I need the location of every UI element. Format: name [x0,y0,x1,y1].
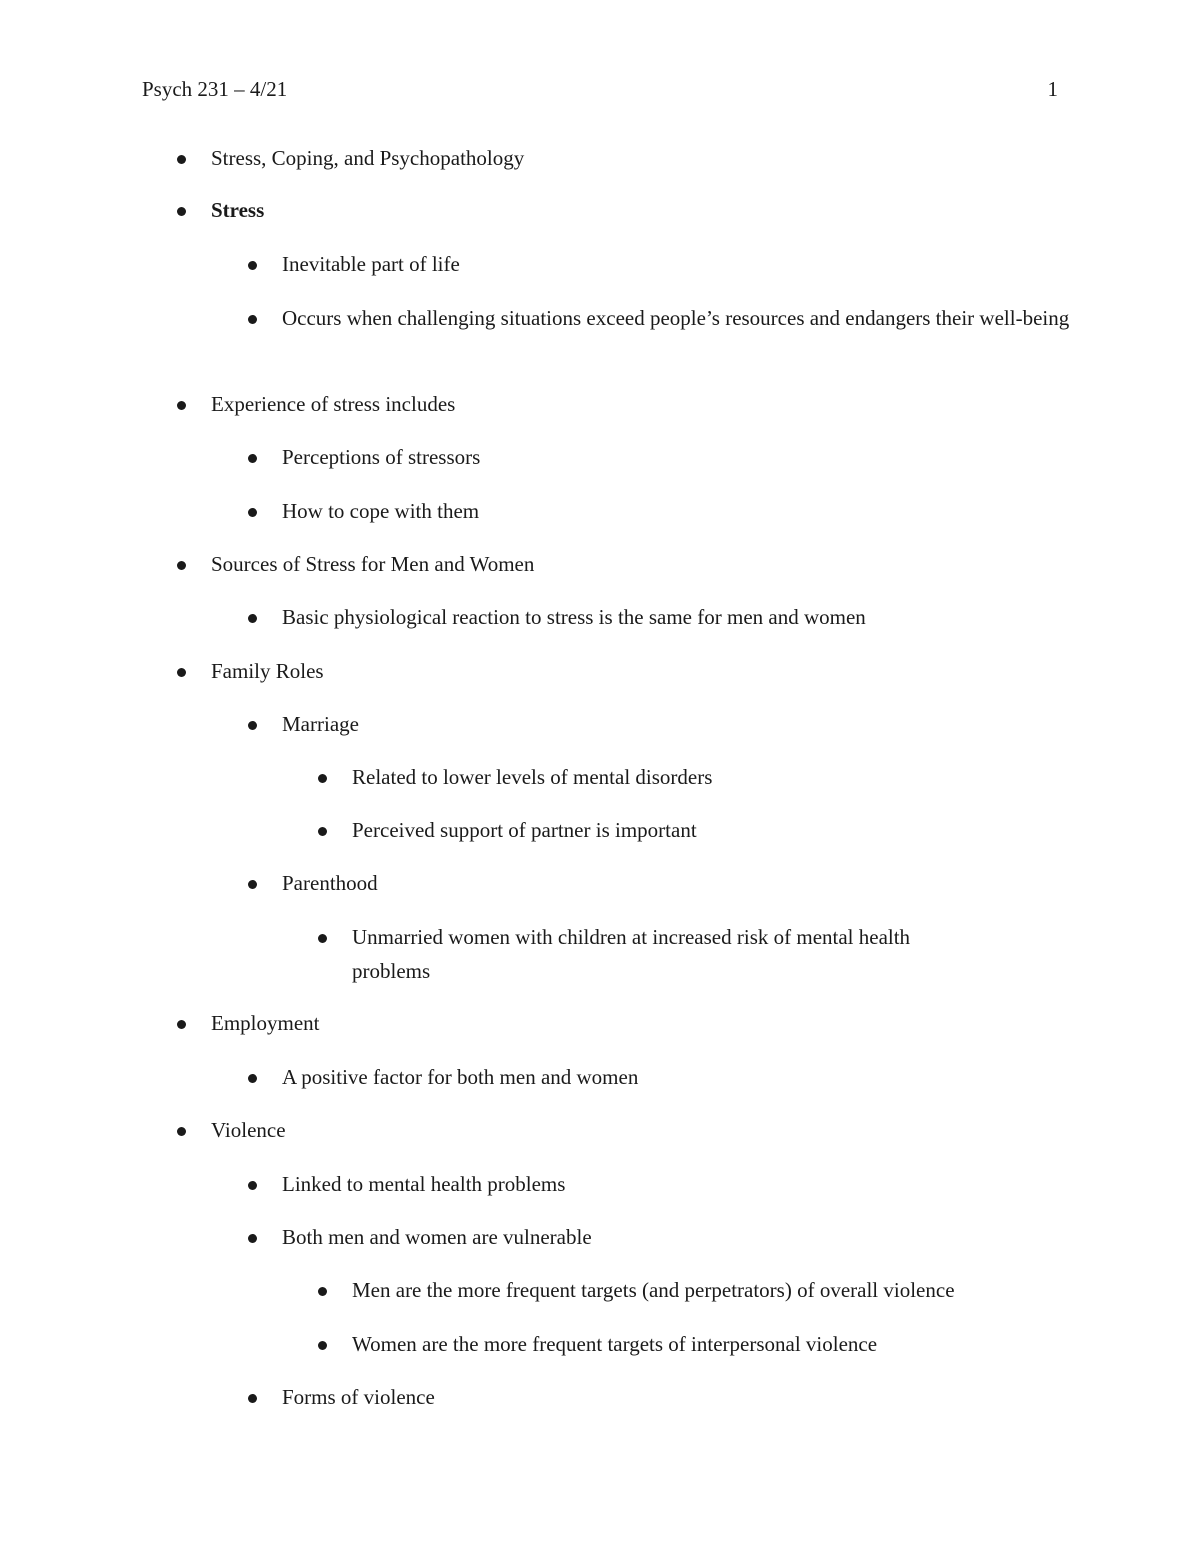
list-item [282,1380,1072,1414]
page-number: 1 [1047,77,1058,101]
list-item-text: Stress [211,198,265,222]
list-item-text: A positive factor for both men and women [282,1065,639,1089]
list-item-text: Men are the more frequent targets (and perpetrators) of overall violence [352,1278,955,1302]
bullet-icon [248,1181,257,1190]
list-item [211,193,1071,227]
list-item-text: Occurs when challenging situations exceed people’s resources and endangers their well-being [282,306,1070,330]
bullet-icon [177,207,186,216]
list-item [282,1060,1072,1094]
list-item [352,1327,992,1361]
list-item [352,1273,992,1307]
bullet-icon [177,401,186,410]
list-item-text: Employment [211,1011,320,1035]
list-item-text: Both men and women are vulnerable [282,1225,592,1249]
list-item [282,494,1072,528]
list-item-text: Violence [211,1118,286,1142]
page-header [142,74,1058,104]
bullet-icon [248,454,257,463]
list-item-text: Linked to mental health problems [282,1172,566,1196]
bullet-icon [318,1287,327,1296]
list-item [282,440,1072,474]
list-item-text: Family Roles [211,659,324,683]
bullet-icon [248,508,257,517]
list-item [352,760,992,794]
list-item-text: Related to lower levels of mental disorders [352,765,713,789]
list-item-text: Perceived support of partner is important [352,818,697,842]
list-item [282,866,1072,900]
bullet-icon [177,155,186,164]
list-item-text: Perceptions of stressors [282,445,481,469]
bullet-icon [177,1020,186,1029]
list-item [211,654,1071,688]
bullet-icon [248,1394,257,1403]
bullet-icon [318,774,327,783]
bullet-icon [177,668,186,677]
list-item [211,141,1071,175]
list-item [211,547,1071,581]
list-item-text: Women are the more frequent targets of interpersonal violence [352,1332,878,1356]
bullet-icon [248,261,257,270]
bullet-icon [248,880,257,889]
list-item-text: Unmarried women with children at increased risk of mental health problems [352,925,911,983]
list-item-text: How to cope with them [282,499,480,523]
bullet-icon [248,614,257,623]
list-item-text: Experience of stress includes [211,392,456,416]
bullet-icon [177,1127,186,1136]
list-item [352,920,992,988]
header-title: Psych 231 – 4/21 [142,77,288,101]
bullet-icon [318,1341,327,1350]
list-item [282,247,1072,281]
bullet-icon [248,315,257,324]
list-item [282,301,1072,335]
bullet-icon [177,561,186,570]
list-item [282,1220,1072,1254]
list-item [282,600,1072,634]
bullet-icon [318,934,327,943]
list-item [282,707,1072,741]
list-item-text: Stress, Coping, and Psychopathology [211,146,525,170]
list-item-text: Inevitable part of life [282,252,460,276]
list-item-text: Forms of violence [282,1385,435,1409]
list-item [282,1167,1072,1201]
list-item [211,387,1071,421]
list-item-text: Sources of Stress for Men and Women [211,552,535,576]
bullet-icon [248,721,257,730]
list-item-text: Parenthood [282,871,378,895]
list-item [211,1006,1071,1040]
list-item-text: Marriage [282,712,359,736]
list-item [352,813,992,847]
list-item-text: Basic physiological reaction to stress is the same for men and women [282,605,866,629]
list-item [211,1113,1071,1147]
bullet-icon [318,827,327,836]
bullet-icon [248,1074,257,1083]
bullet-icon [248,1234,257,1243]
